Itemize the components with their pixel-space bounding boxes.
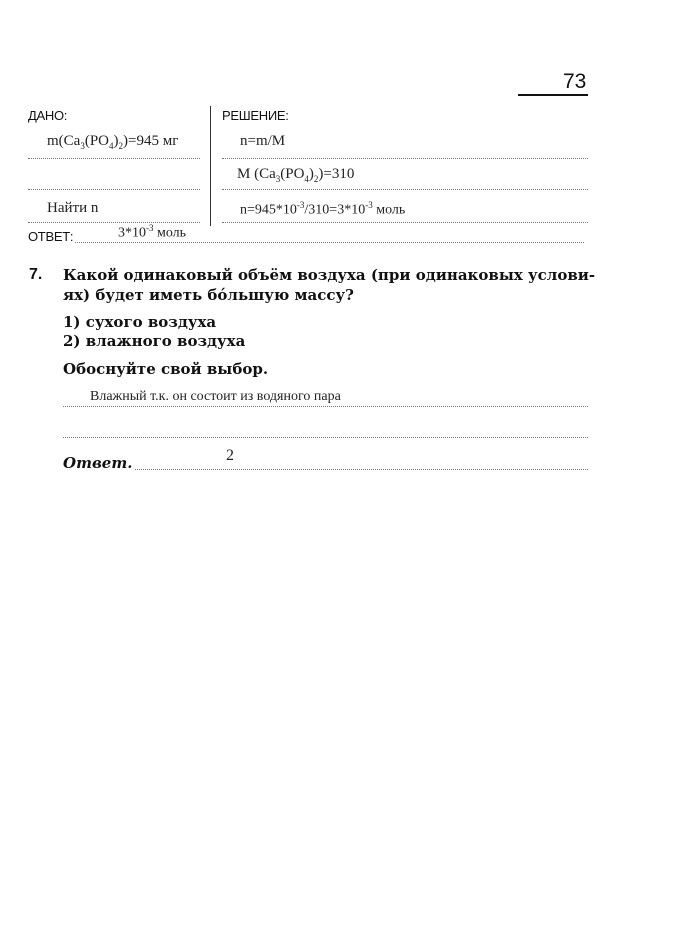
answer-line	[222, 189, 588, 190]
given-find: Найти n	[47, 200, 99, 216]
question-line-2: ях) будет иметь бóльшую массу?	[63, 286, 354, 304]
answer-line	[63, 406, 588, 407]
answer-line	[75, 242, 584, 243]
answer-box-value: $3*10^{-3}$ моль	[118, 223, 187, 241]
justification-text: Влажный т.к. он состоит из водяного пара	[90, 389, 341, 404]
task-number: 7.	[29, 266, 43, 283]
final-answer-label: Ответ.	[63, 454, 133, 472]
solution-label: РЕШЕНИЕ:	[222, 108, 289, 123]
answer-line	[28, 158, 200, 159]
final-answer-value: 2	[226, 447, 234, 464]
answer-box-label: ОТВЕТ:	[28, 229, 74, 244]
question-line-1: Какой одинаковый объём воздуха (при одинаковых услови-	[63, 266, 596, 284]
column-divider	[210, 106, 211, 226]
solution-line-1: n=m/M	[240, 133, 286, 149]
solution-line-3: $n=945*10^{-3}/310=3*10^{-3}$ моль	[240, 200, 406, 218]
answer-line	[222, 222, 588, 223]
justify-prompt: Обоснуйте свой выбор.	[63, 360, 269, 378]
option-2: 2) влажного воздуха	[63, 332, 246, 350]
page-number: 73	[563, 70, 587, 93]
solution-line-2: M $(Ca_3(PO_4)_2)=310$	[237, 166, 355, 184]
answer-line	[28, 189, 200, 190]
given-mass: $m(Ca_3(PO_4)_2)=945$ мг	[47, 133, 179, 151]
answer-line	[63, 437, 588, 438]
answer-line	[135, 469, 588, 470]
given-label: ДАНО:	[28, 108, 68, 123]
answer-line	[222, 158, 588, 159]
page-number-underline	[518, 94, 588, 96]
option-1: 1) сухого воздуха	[63, 313, 217, 331]
